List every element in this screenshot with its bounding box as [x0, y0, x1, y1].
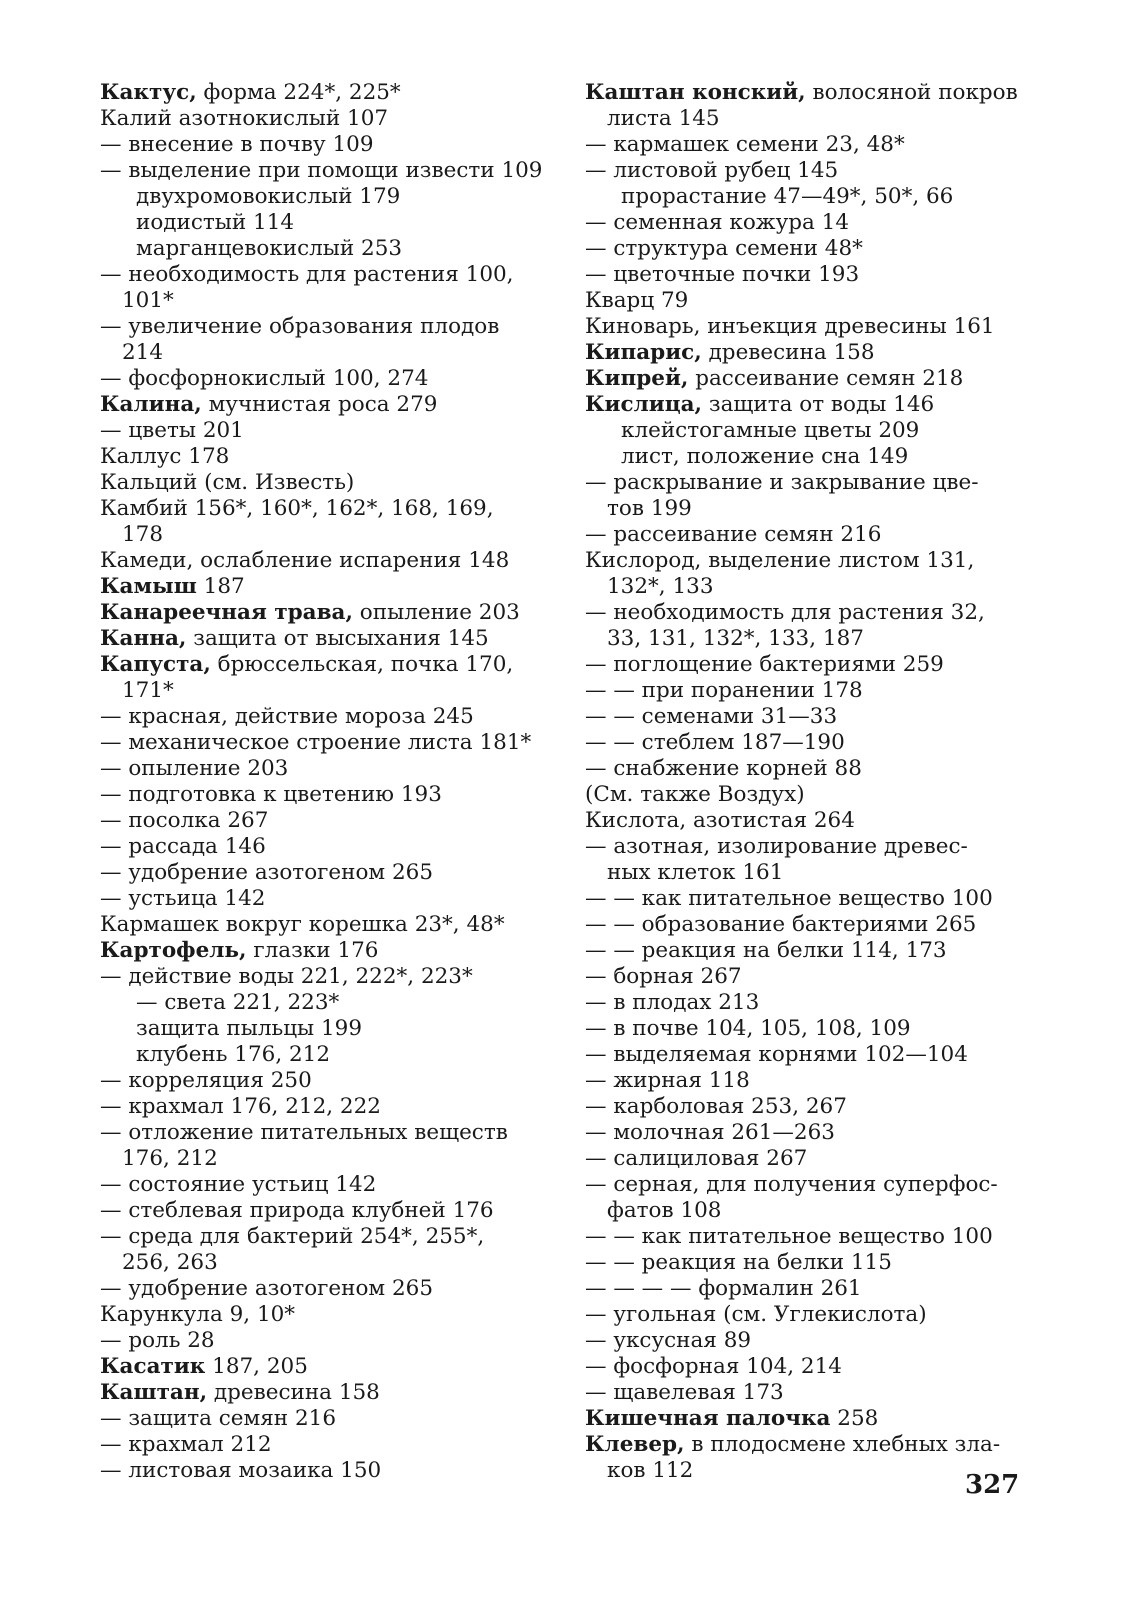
index-text: иодистый 114	[136, 210, 295, 235]
index-text: — действие воды 221, 222*, 223*	[100, 964, 473, 989]
index-entry	[100, 860, 540, 886]
index-text: — кармашек семени 23, 48*	[585, 132, 905, 157]
index-text: клубень 176, 212	[136, 1042, 331, 1067]
index-text: — света 221, 223*	[136, 990, 340, 1015]
index-entry	[585, 652, 1035, 678]
index-term: Кислица,	[585, 392, 703, 417]
index-entry	[100, 1250, 540, 1276]
index-entry	[100, 886, 540, 912]
index-entry	[100, 626, 540, 652]
index-text: — — образование бактериями 265	[585, 912, 977, 937]
index-text: Киноварь, инъекция древесины 161	[585, 314, 995, 339]
index-term: Капуста,	[100, 652, 211, 677]
index-text: двухромовокислый 179	[136, 184, 401, 209]
index-entry	[585, 366, 1035, 392]
index-entry	[100, 1068, 540, 1094]
index-text: 187, 205	[205, 1354, 308, 1379]
index-term: Каштан конский,	[585, 80, 806, 105]
index-entry	[100, 730, 540, 756]
index-text: — поглощение бактериями 259	[585, 652, 944, 677]
index-entry	[585, 1250, 1035, 1276]
index-text: 256, 263	[122, 1250, 218, 1275]
index-entry	[585, 340, 1035, 366]
page-number: 327	[965, 1470, 1020, 1500]
index-entry	[585, 1328, 1035, 1354]
index-entry	[100, 938, 540, 964]
index-entry	[100, 652, 540, 678]
index-entry	[585, 1146, 1035, 1172]
index-entry	[585, 1380, 1035, 1406]
index-entry	[100, 782, 540, 808]
index-text: — — как питательное вещество 100	[585, 1224, 993, 1249]
index-text: — выделяемая корнями 102—104	[585, 1042, 968, 1067]
index-text: — среда для бактерий 254*, 255*,	[100, 1224, 485, 1249]
index-entry	[100, 574, 540, 600]
index-text: — угольная (см. Углекислота)	[585, 1302, 927, 1327]
index-entry	[585, 1276, 1035, 1302]
index-entry	[100, 1198, 540, 1224]
index-text: — удобрение азотогеном 265	[100, 1276, 433, 1301]
index-text: — жирная 118	[585, 1068, 750, 1093]
index-text: 214	[122, 340, 164, 365]
index-text: лист, положение сна 149	[621, 444, 909, 469]
index-text: брюссельская, почка 170,	[210, 652, 514, 677]
index-entry	[100, 1042, 540, 1068]
index-text: защита пыльцы 199	[136, 1016, 363, 1041]
index-text: 101*	[122, 288, 174, 313]
index-entry	[100, 990, 540, 1016]
index-term: Кипарис,	[585, 340, 702, 365]
index-text: — уксусная 89	[585, 1328, 752, 1353]
index-text: — — — — формалин 261	[585, 1276, 862, 1301]
index-text: — рассеивание семян 216	[585, 522, 882, 547]
index-text: древесина 158	[207, 1380, 380, 1405]
index-entry	[100, 496, 540, 522]
index-entry	[585, 548, 1035, 574]
index-text: — защита семян 216	[100, 1406, 336, 1431]
index-text: Каллус 178	[100, 444, 230, 469]
index-entry	[585, 496, 1035, 522]
index-text: мучнистая роса 279	[201, 392, 438, 417]
index-text: глазки 176	[246, 938, 379, 963]
index-entry	[100, 1354, 540, 1380]
index-text: — структура семени 48*	[585, 236, 863, 261]
index-entry	[100, 600, 540, 626]
index-text: — — при поранении 178	[585, 678, 863, 703]
index-text: рассеивание семян 218	[688, 366, 964, 391]
index-entry	[100, 522, 540, 548]
index-entry	[100, 1172, 540, 1198]
index-entry	[585, 808, 1035, 834]
index-entry	[100, 1276, 540, 1302]
index-text: — крахмал 212	[100, 1432, 272, 1457]
index-text: Камеди, ослабление испарения 148	[100, 548, 510, 573]
index-term: Канна,	[100, 626, 187, 651]
index-text: тов 199	[607, 496, 692, 521]
index-text: — подготовка к цветению 193	[100, 782, 442, 807]
index-entry	[100, 158, 543, 184]
index-text: ков 112	[607, 1458, 694, 1483]
index-term: Калина,	[100, 392, 202, 417]
index-entry	[585, 158, 1035, 184]
index-text: — роль 28	[100, 1328, 215, 1353]
index-text: (См. также Воздух)	[585, 782, 805, 807]
index-text: — цветы 201	[100, 418, 244, 443]
index-entry	[100, 470, 540, 496]
index-entry	[100, 1094, 540, 1120]
index-entry	[585, 1302, 1035, 1328]
index-text: — в почве 104, 105, 108, 109	[585, 1016, 911, 1041]
index-entry	[585, 860, 1035, 886]
index-entry	[585, 574, 1035, 600]
index-text: 132*, 133	[607, 574, 714, 599]
index-text: Кислород, выделение листом 131,	[585, 548, 975, 573]
index-entry	[100, 1016, 540, 1042]
index-entry	[100, 288, 540, 314]
index-text: фатов 108	[607, 1198, 722, 1223]
index-text: — карболовая 253, 267	[585, 1094, 847, 1119]
index-entry	[100, 418, 540, 444]
index-entry	[585, 236, 1035, 262]
index-text: — раскрывание и закрывание цве-	[585, 470, 979, 495]
index-text: 187	[196, 574, 245, 599]
index-text: — щавелевая 173	[585, 1380, 784, 1405]
index-entry	[100, 1432, 540, 1458]
index-term: Каштан,	[100, 1380, 208, 1405]
index-text: марганцевокислый 253	[136, 236, 403, 261]
index-entry	[100, 1302, 540, 1328]
index-text: — состояние устьиц 142	[100, 1172, 377, 1197]
index-entry	[100, 1380, 540, 1406]
index-entry	[100, 314, 540, 340]
index-entry	[585, 1224, 1035, 1250]
index-text: Карункула 9, 10*	[100, 1302, 296, 1327]
index-entry	[585, 470, 1035, 496]
index-entry	[585, 938, 1035, 964]
index-entry	[585, 626, 1035, 652]
index-text: — фосфорная 104, 214	[585, 1354, 842, 1379]
index-text: — стеблевая природа клубней 176	[100, 1198, 494, 1223]
index-entry	[585, 756, 1035, 782]
index-entry	[585, 990, 1035, 1016]
index-entry	[100, 366, 540, 392]
index-entry	[585, 678, 1035, 704]
index-text: — азотная, изолирование древес-	[585, 834, 968, 859]
index-entry	[585, 262, 1035, 288]
index-entry	[585, 1016, 1035, 1042]
index-entry	[100, 678, 540, 704]
index-entry	[585, 964, 1035, 990]
index-entry	[100, 1224, 540, 1250]
index-entry	[585, 1172, 1035, 1198]
index-text: 258	[830, 1406, 879, 1431]
index-entry	[100, 808, 540, 834]
index-text: — семенная кожура 14	[585, 210, 850, 235]
index-text: — листовой рубец 145	[585, 158, 839, 183]
index-entry	[100, 80, 540, 106]
index-text: прорастание 47—49*, 50*, 66	[621, 184, 954, 209]
index-text: защита от воды 146	[702, 392, 935, 417]
index-entry	[585, 184, 1035, 210]
index-text: Кислота, азотистая 264	[585, 808, 855, 833]
index-entry	[585, 1406, 1035, 1432]
index-text: — устьица 142	[100, 886, 266, 911]
index-text: — рассада 146	[100, 834, 266, 859]
index-entry	[100, 912, 540, 938]
index-entry	[585, 392, 1035, 418]
index-entry	[585, 730, 1035, 756]
index-text: — опыление 203	[100, 756, 289, 781]
index-text: защита от высыхания 145	[186, 626, 489, 651]
index-text: Камбий 156*, 160*, 162*, 168, 169,	[100, 496, 494, 521]
index-entry	[100, 1146, 540, 1172]
index-entry	[100, 834, 540, 860]
index-text: — посолка 267	[100, 808, 269, 833]
index-entry	[585, 1094, 1035, 1120]
index-entry	[585, 210, 1035, 236]
index-entry	[585, 80, 1035, 106]
index-term: Касатик	[100, 1354, 206, 1379]
index-column-right	[585, 80, 1035, 1484]
index-entry	[585, 1432, 1035, 1458]
index-column-left	[100, 80, 543, 1484]
index-text: Калий азотнокислый 107	[100, 106, 389, 131]
index-entry	[585, 444, 1035, 470]
index-term: Картофель,	[100, 938, 247, 963]
index-entry	[100, 236, 540, 262]
index-text: — — как питательное вещество 100	[585, 886, 993, 911]
index-entry	[100, 1458, 540, 1484]
index-text: — серная, для получения суперфос-	[585, 1172, 998, 1197]
index-entry	[585, 912, 1035, 938]
index-text: 33, 131, 132*, 133, 187	[607, 626, 864, 651]
index-text: — отложение питательных веществ	[100, 1120, 508, 1145]
index-entry	[100, 340, 540, 366]
index-text: — внесение в почву 109	[100, 132, 374, 157]
index-text: клейстогамные цветы 209	[621, 418, 920, 443]
index-entry	[100, 210, 540, 236]
index-text: — крахмал 176, 212, 222	[100, 1094, 381, 1119]
index-entry	[585, 1354, 1035, 1380]
index-text: листа 145	[607, 106, 720, 131]
index-text: — удобрение азотогеном 265	[100, 860, 433, 885]
index-text: Кварц 79	[585, 288, 689, 313]
index-term: Камыш	[100, 574, 197, 599]
index-text: — необходимость для растения 100,	[100, 262, 514, 287]
index-entry	[100, 1328, 540, 1354]
index-entry	[585, 886, 1035, 912]
index-term: Кипрей,	[585, 366, 689, 391]
index-text: — корреляция 250	[100, 1068, 312, 1093]
index-entry	[585, 1068, 1035, 1094]
index-text: — цветочные почки 193	[585, 262, 860, 287]
index-entry	[100, 548, 540, 574]
index-term: Кактус,	[100, 80, 197, 105]
index-entry	[100, 184, 540, 210]
index-entry	[100, 964, 540, 990]
index-entry	[585, 1120, 1035, 1146]
index-text: — выделение при помощи извести 109	[100, 158, 543, 183]
index-text: — увеличение образования плодов	[100, 314, 500, 339]
index-text: ных клеток 161	[607, 860, 784, 885]
index-entry	[585, 314, 1035, 340]
index-text: — фосфорнокислый 100, 274	[100, 366, 429, 391]
index-text: — молочная 261—263	[585, 1120, 835, 1145]
index-entry	[585, 106, 1035, 132]
index-entry	[585, 834, 1035, 860]
index-term: Кишечная палочка	[585, 1406, 831, 1431]
index-entry	[100, 444, 540, 470]
index-entry	[585, 132, 1035, 158]
index-text: Кармашек вокруг корешка 23*, 48*	[100, 912, 505, 937]
index-text: — механическое строение листа 181*	[100, 730, 532, 755]
index-text: 176, 212	[122, 1146, 218, 1171]
index-text: — борная 267	[585, 964, 742, 989]
index-entry	[585, 1198, 1035, 1224]
index-text: 171*	[122, 678, 174, 703]
index-text: — салициловая 267	[585, 1146, 808, 1171]
index-entry	[100, 756, 540, 782]
index-entry	[100, 704, 540, 730]
index-text: в плодосмене хлебных зла-	[684, 1432, 1001, 1457]
index-entry	[100, 132, 540, 158]
index-text: — листовая мозаика 150	[100, 1458, 382, 1483]
index-entry	[100, 392, 540, 418]
index-entry	[585, 704, 1035, 730]
index-entry	[585, 288, 1035, 314]
index-term: Канареечная трава,	[100, 600, 353, 625]
index-text: — — семенами 31—33	[585, 704, 838, 729]
index-text: 178	[122, 522, 164, 547]
index-text: — — реакция на белки 114, 173	[585, 938, 947, 963]
index-text: — снабжение корней 88	[585, 756, 862, 781]
index-entry	[100, 1120, 540, 1146]
index-entry	[585, 782, 1035, 808]
index-entry	[100, 106, 540, 132]
index-entry	[100, 262, 540, 288]
index-entry	[585, 600, 1035, 626]
index-text: — — реакция на белки 115	[585, 1250, 892, 1275]
index-text: Кальций (см. Известь)	[100, 470, 355, 495]
index-text: волосяной покров	[805, 80, 1018, 105]
index-text: — — стеблем 187—190	[585, 730, 845, 755]
index-entry	[585, 522, 1035, 548]
index-entry	[100, 1406, 540, 1432]
index-text: форма 224*, 225*	[196, 80, 401, 105]
index-text: — в плодах 213	[585, 990, 760, 1015]
index-text: древесина 158	[701, 340, 875, 365]
index-text: опыление 203	[352, 600, 520, 625]
index-term: Клевер,	[585, 1432, 685, 1457]
index-entry	[585, 1042, 1035, 1068]
index-entry	[585, 418, 1035, 444]
index-text: — красная, действие мороза 245	[100, 704, 474, 729]
index-text: — необходимость для растения 32,	[585, 600, 985, 625]
